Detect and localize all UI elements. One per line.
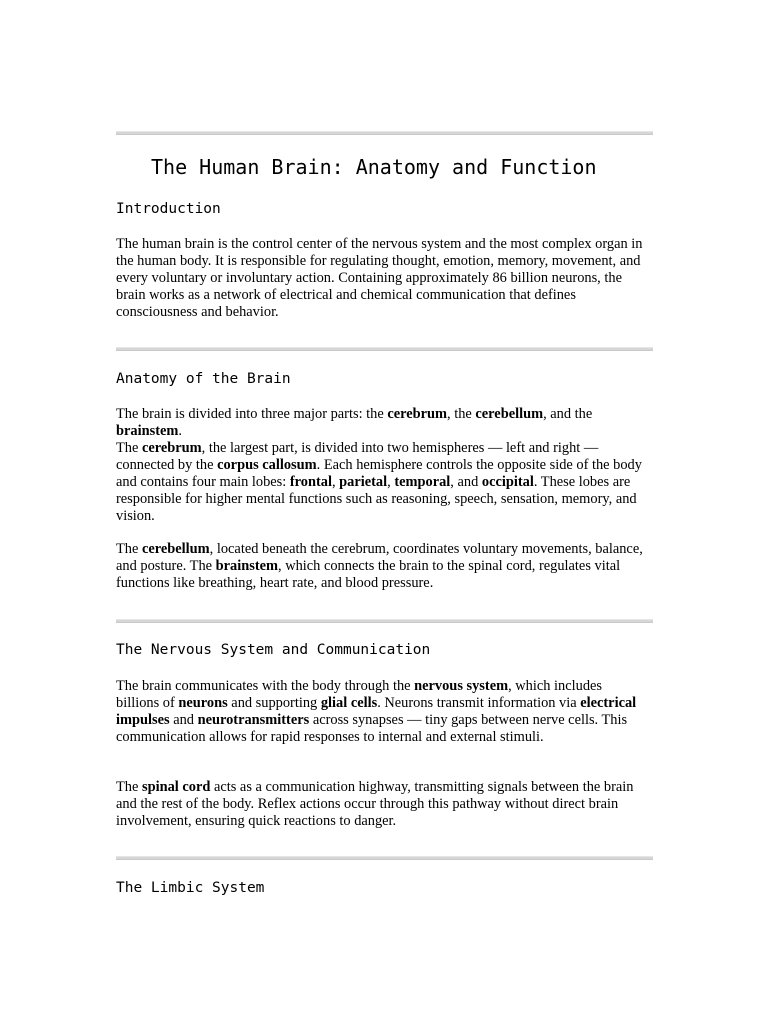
section-heading-introduction: Introduction [116, 201, 221, 217]
text-run: The brain communicates with the body through the [116, 678, 415, 694]
text-run: and [169, 711, 198, 728]
section-heading-anatomy: Anatomy of the Brain [116, 371, 291, 387]
text-run: The [116, 779, 142, 795]
section-heading-nervous-system: The Nervous System and Communication [116, 642, 431, 658]
text-run: The [116, 541, 142, 557]
text-run: The brain is divided into three major parts: the [116, 406, 388, 422]
text-run: , which includes billions of [116, 678, 602, 711]
text-run: , [331, 473, 340, 490]
paragraph-anatomy-1 [116, 406, 644, 440]
key-term: cerebellum [141, 541, 210, 557]
divider [116, 131, 653, 135]
divider [116, 619, 653, 623]
key-term: cerebellum [475, 406, 544, 422]
section-heading-limbic: The Limbic System [116, 880, 265, 896]
key-term: frontal [289, 473, 332, 490]
text-run: , the [447, 406, 476, 422]
paragraph-anatomy-3 [116, 541, 644, 592]
page-title: The Human Brain: Anatomy and Function [151, 155, 597, 179]
text-run: , which connects the brain to the spinal cord, regulates vital functions like breathing, heart rate, and blood pressure. [116, 557, 621, 591]
text-run: , [387, 473, 395, 490]
key-term: nervous system [414, 678, 509, 694]
text-run: , located beneath the cerebrum, coordinates voluntary movements, balance, and posture. The [116, 541, 643, 574]
text-run: . Each hemisphere controls the opposite side of the body and contains four main lobes: [116, 456, 642, 490]
text-run: across synapses — tiny gaps between nerve cells. This communication allows for rapid responses to internal and external stimuli. [116, 711, 628, 745]
key-term: corpus callosum [217, 456, 317, 473]
text-run: . Neurons transmit information via [377, 694, 581, 711]
key-term: electrical impulses [116, 694, 637, 728]
key-term: cerebrum [387, 406, 448, 422]
text-run: , the largest part, is divided into two hemispheres — left and right — connected by the [116, 440, 599, 473]
text-run: The [116, 440, 142, 456]
key-term: glial cells [320, 694, 378, 711]
text-run: . [178, 422, 182, 439]
text-run: acts as a communication highway, transmitting signals between the brain and the rest of the body. Reflex actions occur through this pathway without direct brain involvement, ensuring quick reactions to danger. [116, 779, 634, 829]
divider [116, 347, 653, 351]
key-term: brainstem [116, 422, 179, 439]
text-run: . These lobes are responsible for higher mental functions such as reasoning, speech, sensation, memory, and vision. [116, 473, 637, 524]
text-run: , and the [543, 406, 593, 422]
paragraph-nervous-system-2 [116, 779, 644, 830]
key-term: occipital [481, 473, 534, 490]
paragraph-introduction: The human brain is the control center of the nervous system and the most complex organ in the human body. It is responsible for regulating thought, emotion, memory, movement, and every voluntary or involuntary action. Containing approximately 86 billion neurons, the brain works as a network of electrical and chemical communication that defines consciousness and behavior. [116, 236, 643, 320]
key-term: neurons [178, 694, 228, 711]
key-term: spinal cord [141, 779, 211, 795]
key-term: neurotransmitters [197, 711, 310, 728]
key-term: brainstem [215, 557, 279, 574]
text-run: and supporting [227, 694, 321, 711]
key-term: temporal [394, 473, 451, 490]
divider [116, 856, 653, 860]
text-run: , and [450, 473, 482, 490]
paragraph-nervous-system-1 [116, 678, 644, 746]
key-term: parietal [339, 473, 388, 490]
key-term: cerebrum [141, 440, 202, 456]
paragraph-anatomy-2 [116, 440, 653, 525]
